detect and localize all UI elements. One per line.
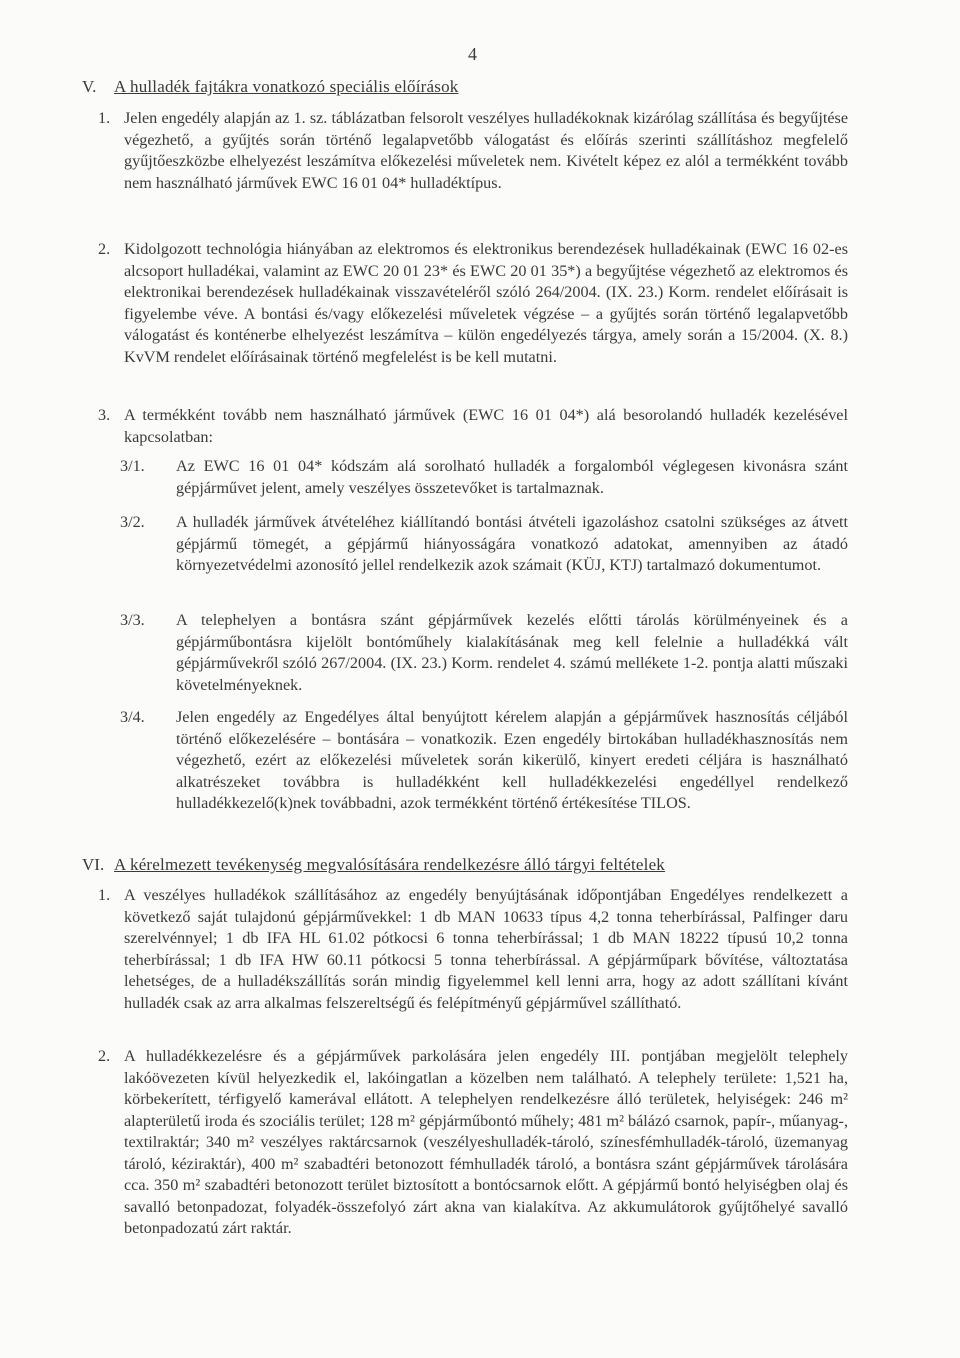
subitem-3-4 xyxy=(120,707,848,815)
subitem-text: A telephelyen a bontásra szánt gépjárművek kezelés előtti tárolás körülményeinek és a gépjárműbontásra kijelölt bontóműhely kialakításának meg kell felelnie a hulladékká vált gépjárművekről szóló 267/2004. (IX. 23.) Korm. rendelet 4. számú mellékete 1-2. pontja alatti műszaki követelményeknek. xyxy=(176,611,848,694)
item-number: 3. xyxy=(98,406,111,424)
item-number: 2. xyxy=(98,1047,111,1065)
section-vi-heading xyxy=(82,855,665,875)
section-vi-number: VI. xyxy=(82,855,105,874)
section-v-title: A hulladék fajtákra vonatkozó speciális előírások xyxy=(114,77,459,96)
subitem-number: 3/4. xyxy=(120,708,145,726)
section-vi-title: A kérelmezett tevékenység megvalósítására rendelkezésre álló tárgyi feltételek xyxy=(114,855,666,874)
subitem-text: Jelen engedély az Engedélyes által benyújtott kérelem alapján a gépjárművek hasznosítás céljából történő előkezelésére – bontására – vonatkozik. Ezen engedély birtokában hulladékhasznosítás nem végezhető, ezért az előkezelési műveletek során kikerülő, kinyert eredeti céljára is használható alkatrészeket továbbra is hulladékként kell hulladékkezelési engedéllyel rendelkező hulladékkezelő(k)nek továbbadni, azok termékként történő értékesítése TILOS. xyxy=(176,708,848,812)
item-text: A termékként tovább nem használható járművek (EWC 16 01 04*) alá besorolandó hulladék kezelésével kapcsolatban: xyxy=(124,406,848,446)
section-vi-item-2 xyxy=(98,1046,848,1240)
item-number: 1. xyxy=(98,109,111,127)
section-v-item-1 xyxy=(98,108,848,194)
item-number: 1. xyxy=(98,886,111,904)
subitem-3-3 xyxy=(120,610,848,696)
item-text: Jelen engedély alapján az 1. sz. táblázatban felsorolt veszélyes hulladékoknak kizárólag szállítása és begyűjtése végezhető, a gyűjtés során történő legalapvetőbb válogatást és előírás szerinti szállításhoz megfelelő gyűjtőeszközbe elhelyezést leszámítva előkezelési műveletek nem. Kivételt képez ez alól a termékként tovább nem használható járművek EWC 16 01 04* hulladéktípus. xyxy=(124,109,848,192)
item-text: A hulladékkezelésre és a gépjárművek parkolására jelen engedély III. pontjában megjelölt telephely lakóövezeten kívül helyezkedik el, lakóingatlan a közelben nem található. A telephely területe: 1,521 ha, körbekerített, térfigyelő kamerával ellátott. A telephelyen rendelkezésre álló területek, helyiségek: 246 m² alapterületű iroda és szociális terület; 128 m² gépjárműbontó műhely; 481 m² bálázó csarnok, papír-, műanyag-, textilraktár; 340 m² veszélyes raktárcsarnok (veszélyeshulladék-tároló, színesfémhulladék-tároló, üzemanyag tároló, kéziraktár), 400 m² szabadtéri betonozott fémhulladék tároló, a bontásra szánt gépjárművek tárolására cca. 350 m² szabadtéri betonozott terület biztosított a bontócsarnok előtt. A gépjármű bontó helyiségben olaj és savalló betonpadozat, folyadék-összefolyó zárt akna van kialakítva. Az akkumulátorok gyűjtőhelyé savalló betonpadozatú zárt raktár. xyxy=(124,1047,848,1237)
subitem-3-2 xyxy=(120,512,848,577)
item-text: Kidolgozott technológia hiányában az elektromos és elektronikus berendezések hulladékainak (EWC 16 02-es alcsoport hulladékai, valamint az EWC 20 01 23* és EWC 20 01 35*) a begyűjtése végezhető az elektromos és elektronikai berendezések hulladékainak visszavételéről szóló 264/2004. (IX. 23.) Korm. rendelet előírásait is figyelembe véve. A bontási és/vagy előkezelési műveletek végzése – a gyűjtés során történő legalapvetőbb válogatást és konténerbe elhelyezést leszámítva – külön engedélyezés tárgya, amely során a 15/2004. (X. 8.) KvVM rendelet előírásainak történő megfelelést is be kell mutatni. xyxy=(124,240,848,366)
subitem-3-1 xyxy=(120,456,848,499)
subitem-number: 3/1. xyxy=(120,457,145,475)
section-v-heading xyxy=(82,77,459,97)
section-v-item-2 xyxy=(98,239,848,368)
item-number: 2. xyxy=(98,240,111,258)
page-number: 4 xyxy=(468,44,477,64)
section-v-item-3 xyxy=(98,405,848,448)
subitem-text: A hulladék járművek átvételéhez kiállítandó bontási átvételi igazoláshoz csatolni szükséges az átvett gépjármű tömegét, a gépjármű hiányosságára vonatkozó adatokat, amennyiben az átadó környezetvédelmi azonosító jellel rendelkezik azok számait (KÜJ, KTJ) tartalmazó dokumentumot. xyxy=(176,513,848,574)
subitem-text: Az EWC 16 01 04* kódszám alá sorolható hulladék a forgalomból véglegesen kivonásra szánt gépjárművet jelent, amely veszélyes összetevőket is tartalmaznak. xyxy=(176,457,848,497)
subitem-number: 3/2. xyxy=(120,513,145,531)
subitem-number: 3/3. xyxy=(120,611,145,629)
section-vi-item-1 xyxy=(98,885,848,1014)
section-v-number: V. xyxy=(82,77,97,96)
item-text: A veszélyes hulladékok szállításához az engedély benyújtásának időpontjában Engedélyes rendelkezett a következő saját tulajdonú gépjárművekkel: 1 db MAN 10633 típus 4,2 tonna teherbírással, Palfinger daru szerelvénnyel; 1 db IFA HL 61.02 pótkocsi 6 tonna teherbírással; 1 db MAN 18222 típusú 10,2 tonna teherbírással; 1 db IFA HW 60.11 pótkocsi 5 tonna teherbírással. A gépjárműpark bővítése, változtatása lehetséges, de a hulladékszállítás során mindig figyelemmel kell lenni arra, hogy az adott szállítani kívánt hulladék csak az arra alkalmas felszereltségű és felépítményű gépjárművel szállítható. xyxy=(124,886,848,1012)
